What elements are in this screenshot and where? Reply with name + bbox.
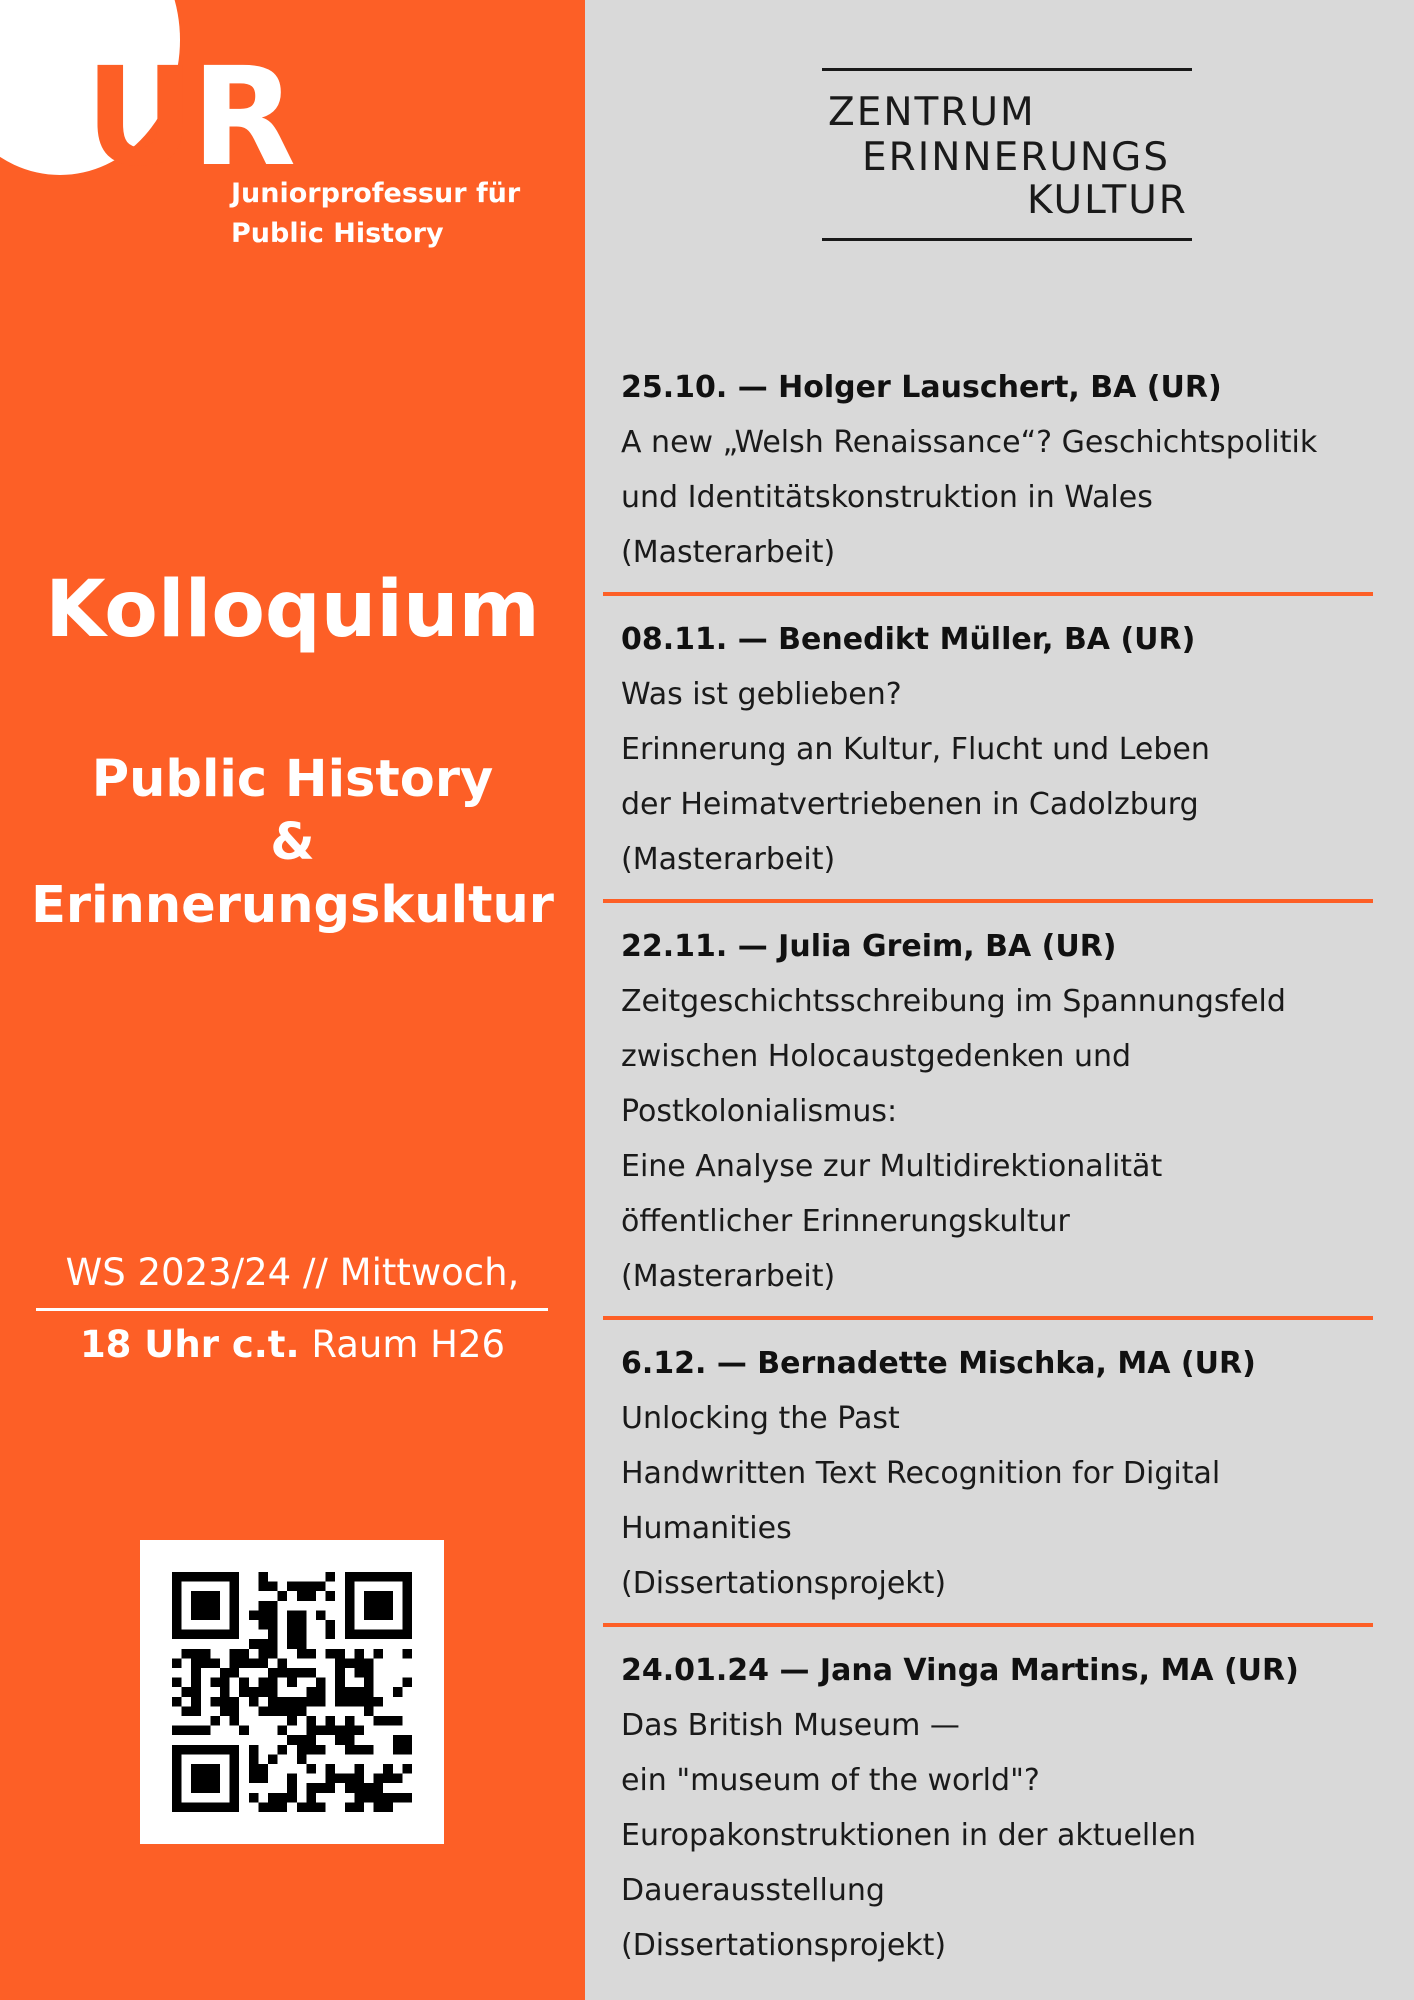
event-line: (Dissertationsprojekt)	[621, 1928, 947, 1963]
event-line: Handwritten Text Recognition for Digital	[621, 1456, 1221, 1491]
event-line: Postkolonialismus:	[621, 1094, 898, 1129]
event-divider	[603, 1623, 1373, 1627]
event-heading: 6.12. — Bernadette Mischka, MA (UR)	[621, 1346, 1256, 1381]
event-line: Zeitgeschichtsschreibung im Spannungsfeld	[621, 984, 1286, 1019]
event-item	[603, 1643, 1373, 1973]
event-line: ein "museum of the world"?	[621, 1763, 1040, 1798]
event-line: Europakonstruktionen in der aktuellen	[621, 1818, 1197, 1853]
event-line: (Masterarbeit)	[621, 535, 836, 570]
page-title: Kolloquium	[45, 565, 540, 655]
semester-info: WS 2023/24 // Mittwoch,	[65, 1251, 520, 1294]
event-line: zwischen Holocaustgedenken und	[621, 1039, 1132, 1074]
event-line: der Heimatvertriebenen in Cadolzburg	[621, 787, 1199, 822]
qr-code-icon[interactable]	[140, 1540, 444, 1844]
event-line: Erinnerung an Kultur, Flucht und Leben	[621, 732, 1210, 767]
ur-logo	[85, 39, 293, 197]
event-heading: 08.11. — Benedikt Müller, BA (UR)	[621, 622, 1196, 657]
event-line: (Masterarbeit)	[621, 1259, 836, 1294]
event-line: Humanities	[621, 1511, 792, 1546]
event-line: Unlocking the Past	[621, 1401, 900, 1436]
event-line: öffentlicher Erinnerungskultur	[621, 1204, 1070, 1239]
event-line: Was ist geblieben?	[621, 677, 902, 712]
time-label: 18 Uhr c.t.	[79, 1323, 300, 1366]
event-divider	[603, 592, 1373, 596]
logo-top-rule	[822, 68, 1192, 71]
logo-row-1: ZENTRUM	[828, 90, 1036, 135]
event-line: Das British Museum —	[621, 1708, 960, 1743]
institution-line-2: Public History	[231, 218, 444, 249]
logo-letter-u: U	[85, 39, 192, 197]
logo-bottom-rule	[822, 238, 1192, 241]
event-line: (Dissertationsprojekt)	[621, 1566, 947, 1601]
subtitle-line-1: Public History	[91, 750, 494, 809]
event-line: A new „Welsh Renaissance“? Geschichtspolitik	[621, 425, 1318, 460]
time-info	[0, 1320, 585, 1370]
event-item	[603, 612, 1373, 887]
event-line: und Identitätskonstruktion in Wales	[621, 480, 1153, 515]
subtitle-line-2: &	[270, 813, 315, 872]
event-divider	[603, 1316, 1373, 1320]
zentrum-logo	[822, 68, 1192, 243]
left-panel	[0, 0, 585, 2000]
event-item	[603, 1336, 1373, 1611]
logo-row-3: KULTUR	[1027, 178, 1188, 223]
room-label: Raum H26	[311, 1323, 506, 1366]
subtitle	[0, 748, 585, 937]
event-item	[603, 919, 1373, 1304]
institution-line-1: Juniorprofessur für	[231, 178, 521, 209]
institution-label	[231, 174, 520, 254]
semester-divider	[36, 1308, 548, 1311]
qr-code-graphic	[172, 1572, 412, 1812]
event-divider	[603, 899, 1373, 903]
event-line: (Masterarbeit)	[621, 842, 836, 877]
event-heading: 25.10. — Holger Lauschert, BA (UR)	[621, 370, 1222, 405]
event-item	[603, 360, 1373, 580]
logo-row-2: ERINNERUNGS	[862, 135, 1171, 180]
logo-letter-r: R	[191, 39, 293, 197]
event-heading: 24.01.24 — Jana Vinga Martins, MA (UR)	[621, 1653, 1299, 1688]
subtitle-line-3: Erinnerungskultur	[31, 876, 554, 935]
event-heading: 22.11. — Julia Greim, BA (UR)	[621, 929, 1117, 964]
event-line: Eine Analyse zur Multidirektionalität	[621, 1149, 1163, 1184]
event-line: Dauerausstellung	[621, 1873, 885, 1908]
event-list	[603, 360, 1373, 1973]
